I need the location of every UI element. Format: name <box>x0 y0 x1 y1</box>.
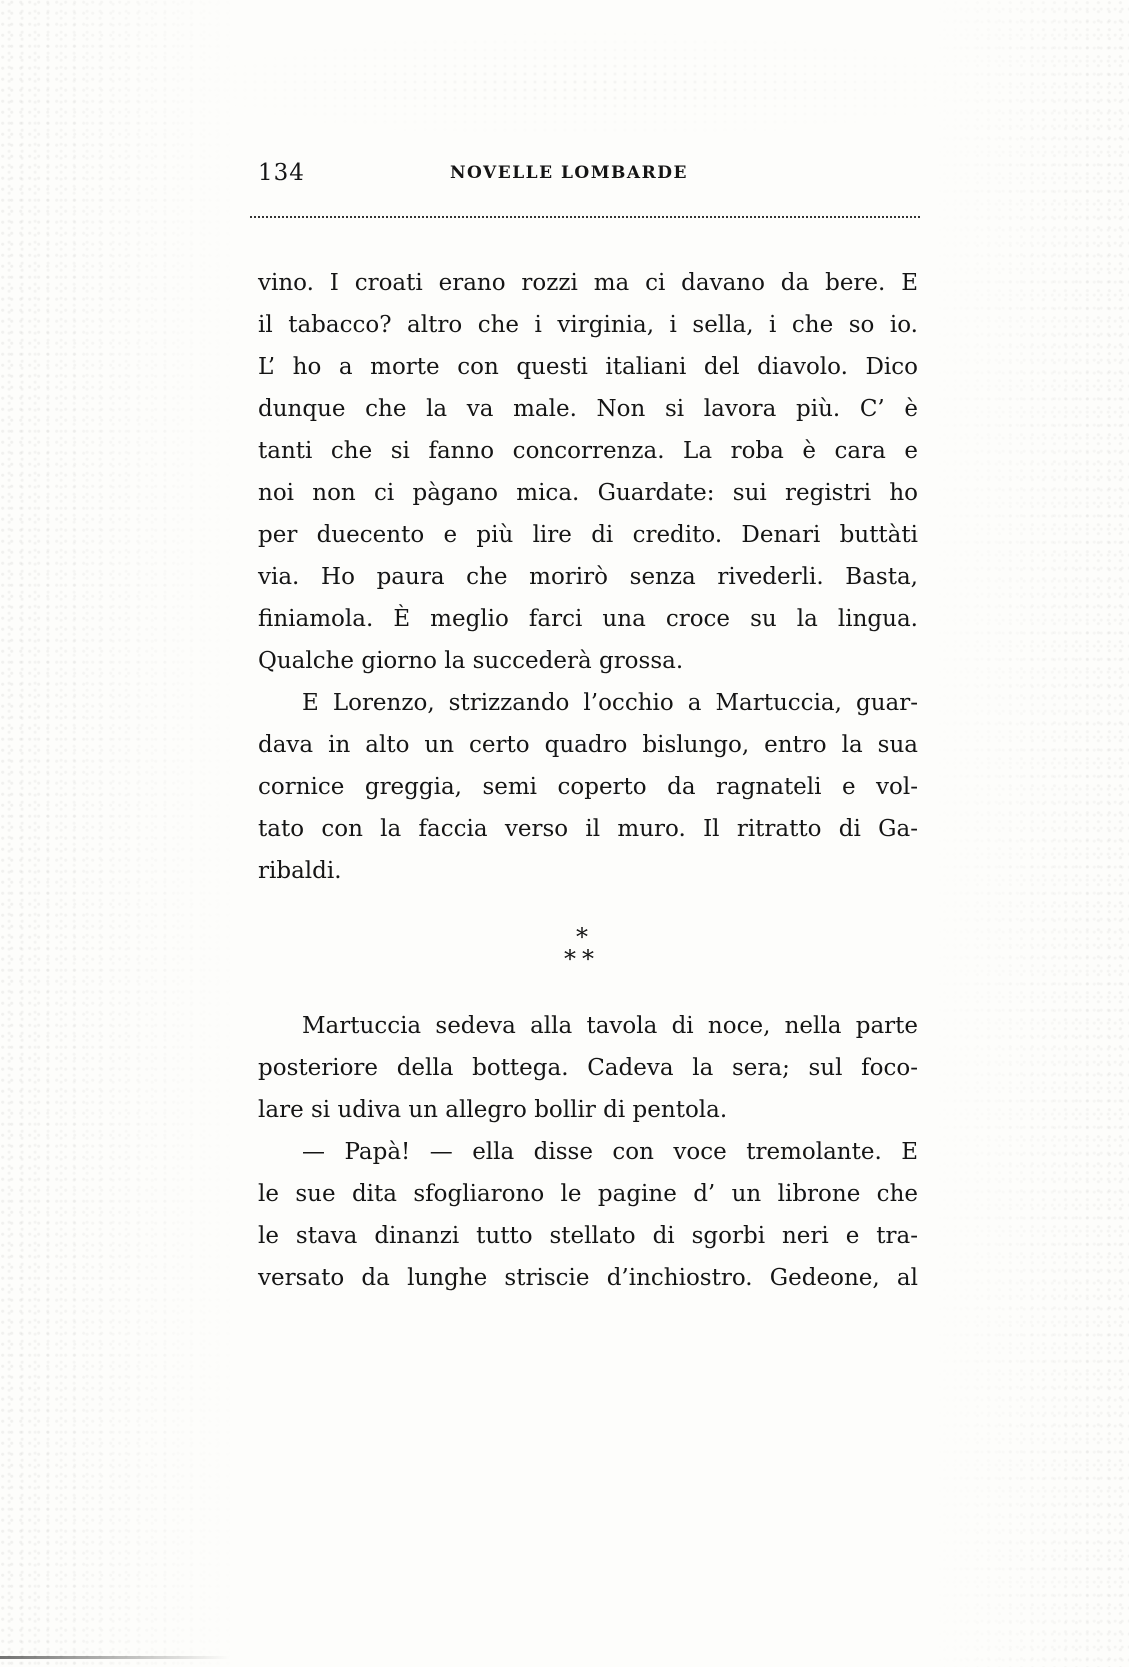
page-header <box>258 160 918 190</box>
header-rule <box>250 216 920 218</box>
text-line: per duecento e più lire di credito. Denari buttàti <box>258 522 918 548</box>
text-line: ribaldi. <box>258 858 342 884</box>
text-line: le stava dinanzi tutto stellato di sgorbi neri e tra- <box>258 1223 918 1249</box>
text-line: versato da lunghe striscie d’inchiostro. Gedeone, al <box>258 1265 918 1291</box>
text-line: cornice greggia, semi coperto da ragnateli e vol- <box>258 774 918 800</box>
text-line: tato con la faccia verso il muro. Il ritratto di Ga- <box>258 816 918 842</box>
text-line: lare si udiva un allegro bollir di pentola. <box>258 1097 728 1123</box>
text-line: dava in alto un certo quadro bislungo, entro la sua <box>258 732 918 758</box>
right-margin-speckle <box>929 0 1129 1667</box>
text-line: Martuccia sedeva alla tavola di noce, nella parte <box>302 1013 918 1039</box>
text-line: tanti che si fanno concorrenza. La roba è cara e <box>258 438 918 464</box>
text-line: dunque che la va male. Non si lavora più. C’ è <box>258 396 918 422</box>
running-title: NOVELLE LOMBARDE <box>450 163 688 183</box>
asterism-top: * <box>576 923 588 951</box>
text-line: il tabacco? altro che i virginia, i sella, i che so io. <box>258 312 918 338</box>
body-text-section-2 <box>258 1005 918 1299</box>
left-margin-speckle <box>0 0 240 1667</box>
text-line: posteriore della bottega. Cadeva la sera; sul foco- <box>258 1055 918 1081</box>
text-line: L’ ho a morte con questi italiani del diavolo. Dico <box>258 354 918 380</box>
top-speckle <box>180 30 1000 140</box>
body-text-section-1 <box>258 262 918 892</box>
asterism-bottom: ** <box>564 945 600 973</box>
text-line: Qualche giorno la succederà grossa. <box>258 648 684 674</box>
text-line: via. Ho paura che morirò senza rivederli. Basta, <box>258 564 918 590</box>
text-line: noi non ci pàgano mica. Guardate: sui registri ho <box>258 480 918 506</box>
text-line: E Lorenzo, strizzando l’occhio a Martuccia, guar- <box>302 690 918 716</box>
section-separator-asterism <box>0 923 1129 973</box>
text-line: le sue dita sfogliarono le pagine d’ un librone che <box>258 1181 918 1207</box>
text-line: vino. I croati erano rozzi ma ci davano da bere. E <box>258 270 918 296</box>
text-line: finiamola. È meglio farci una croce su la lingua. <box>258 606 918 632</box>
page-number: 134 <box>258 160 305 186</box>
bottom-edge-shadow <box>0 1656 230 1659</box>
text-line: — Papà! — ella disse con voce tremolante. E <box>302 1139 918 1165</box>
